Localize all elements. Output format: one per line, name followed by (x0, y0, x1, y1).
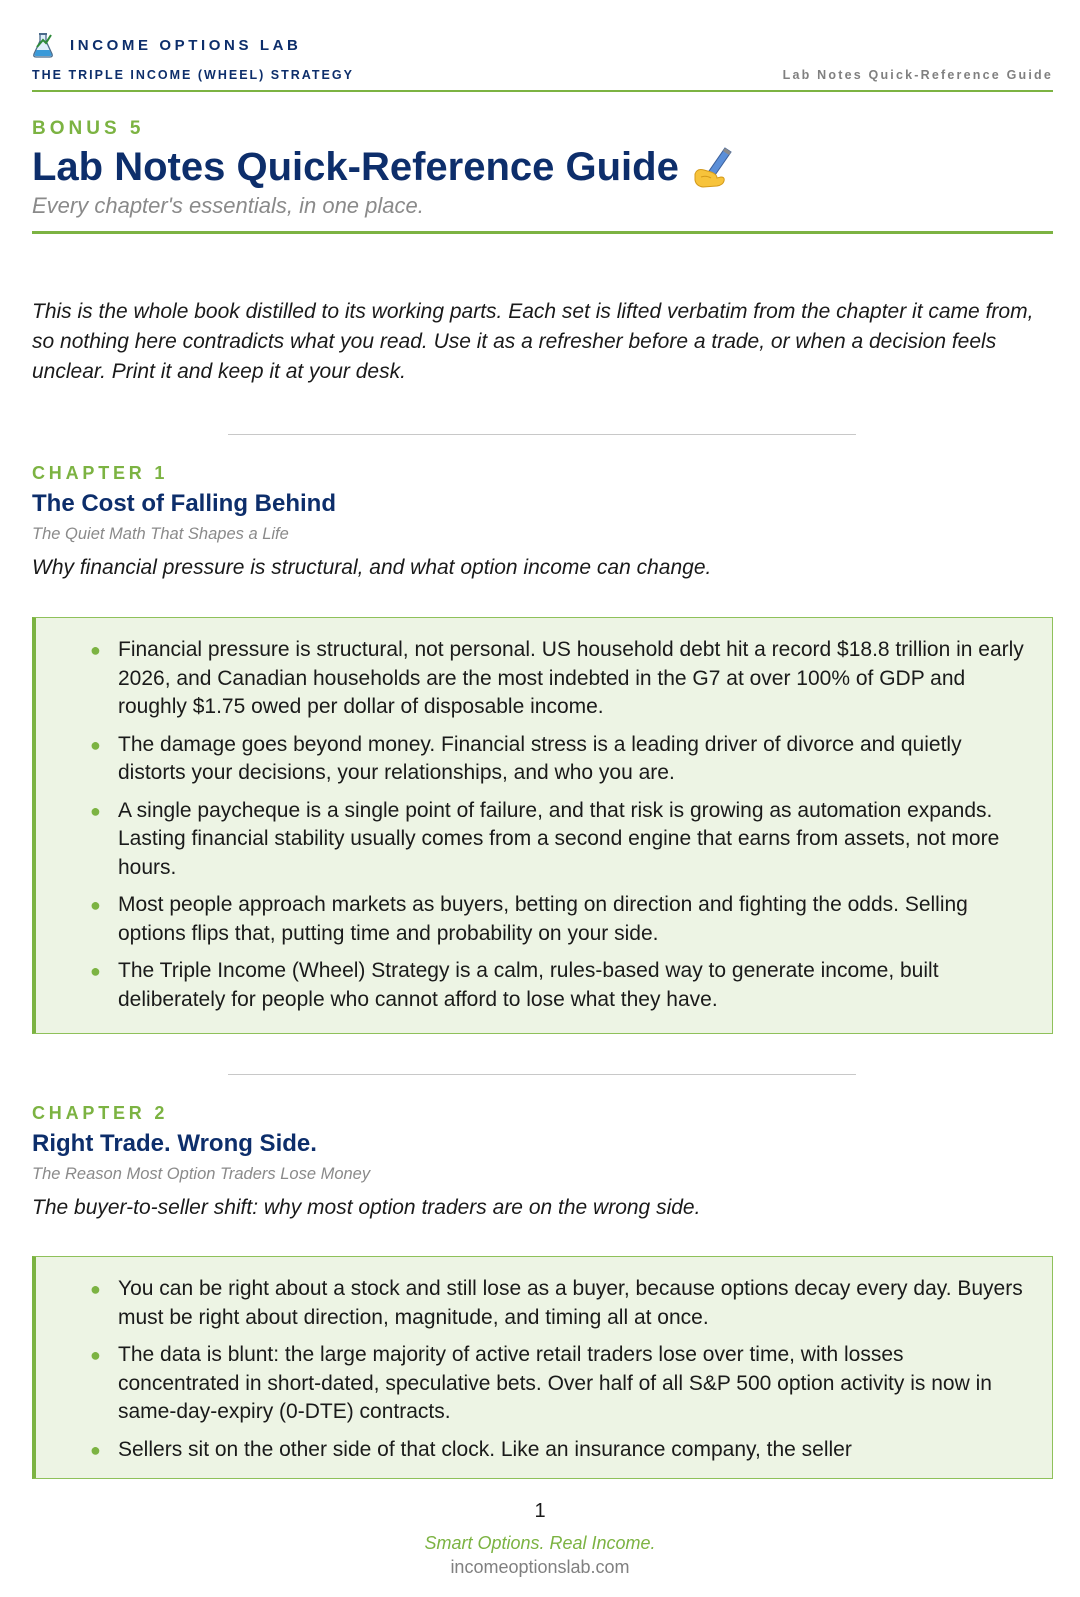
bullet-icon: ● (90, 800, 101, 821)
footer-tagline: Smart Options. Real Income. (424, 1533, 656, 1553)
note-text: The Triple Income (Wheel) Strategy is a calm, rules-based way to generate income, built deliberately for people who cannot afford to lose what they have. (118, 959, 939, 1011)
page-footer (0, 1500, 1080, 1578)
list-item (36, 636, 1052, 722)
page-title-row (32, 143, 1053, 191)
note-text: A single paycheque is a single point of failure, and that risk is growing as automation expands. Lasting financial stability usually comes from a second engine that earns from assets, not more hours. (118, 798, 1000, 879)
footer-website: incomeoptionslab.com (450, 1557, 630, 1577)
chapter-1-notes-box (32, 617, 1053, 1034)
bullet-icon: ● (90, 1279, 101, 1299)
note-text: The data is blunt: the large majority of active retail traders lose over time, with losses concentrated in short-dated, speculative bets. Over half of all S&P 500 option activity is now in same-day-expiry (0-DTE) contracts. (118, 1343, 992, 1423)
chapter-title: Right Trade. Wrong Side. (32, 1130, 317, 1157)
header-sub-row (32, 64, 1053, 86)
chapter-description: The buyer-to-seller shift: why most option traders are on the wrong side. (32, 1196, 701, 1219)
list-item (36, 731, 1052, 788)
strategy-title: THE TRIPLE INCOME (WHEEL) STRATEGY (32, 68, 354, 82)
writing-hand-icon (691, 144, 737, 190)
chapter-1-header (32, 463, 1053, 580)
chapter-2-notes-box (32, 1256, 1053, 1479)
page-number: 1 (534, 1500, 546, 1522)
page-subtitle: Every chapter's essentials, in one place. (32, 193, 424, 218)
bonus-kicker: BONUS 5 (32, 118, 145, 139)
bullet-icon: ● (90, 895, 101, 915)
list-item (36, 797, 1052, 883)
document-name: Lab Notes Quick-Reference Guide (782, 68, 1053, 82)
chapter-kicker: CHAPTER 1 (32, 463, 169, 483)
notes-list (36, 1275, 1052, 1464)
note-text: The damage goes beyond money. Financial stress is a leading driver of divorce and quietly distorts your decisions, your relationships, and who you are. (118, 732, 962, 784)
note-text: Financial pressure is structural, not personal. US household debt hit a record $18.8 trillion in early 2026, and Canadian households are the most indebted in the G7 at over 100% of GDP and roughly $1.75 owed per dollar of disposable income. (118, 638, 1024, 718)
page-header (32, 28, 1053, 92)
bullet-icon: ● (90, 1439, 101, 1460)
page-title: Lab Notes Quick-Reference Guide (32, 145, 679, 189)
bullet-icon: ● (90, 961, 101, 981)
brand-name: INCOME OPTIONS LAB (70, 36, 302, 54)
title-divider (32, 231, 1053, 234)
list-item (36, 1436, 1052, 1465)
chapter-2-header (32, 1103, 1053, 1220)
bullet-icon: ● (90, 734, 101, 755)
bullet-icon: ● (90, 640, 101, 660)
flask-icon (32, 32, 54, 58)
note-text: You can be right about a stock and still lose as a buyer, because options decay every day. Buyers must be right about direction, magnitude, and timing all at once. (118, 1277, 1023, 1329)
chapter-title: The Cost of Falling Behind (32, 490, 336, 517)
chapter-kicker: CHAPTER 2 (32, 1103, 169, 1123)
header-divider (32, 90, 1053, 92)
section-divider (228, 1074, 856, 1075)
bullet-icon: ● (90, 1345, 101, 1365)
title-block (32, 118, 1053, 234)
section-divider (228, 434, 856, 435)
note-text: Sellers sit on the other side of that clock. Like an insurance company, the seller (118, 1437, 852, 1461)
list-item (36, 1341, 1052, 1427)
brand-row (32, 28, 1053, 62)
chapter-description: Why financial pressure is structural, and what option income can change. (32, 556, 712, 579)
chapter-subtitle: The Reason Most Option Traders Lose Money (32, 1165, 371, 1183)
notes-list (36, 636, 1052, 1014)
note-text: Most people approach markets as buyers, betting on direction and fighting the odds. Selling options flips that, putting time and probability on your side. (118, 893, 968, 945)
intro-paragraph: This is the whole book distilled to its working parts. Each set is lifted verbatim from the chapter it came from, so nothing here contradicts what you read. Use it as a refresher before a trade, or when a decision feels unclear. Print it and keep it at your desk. (32, 300, 1034, 383)
chapter-subtitle: The Quiet Math That Shapes a Life (32, 525, 289, 543)
list-item (36, 1275, 1052, 1332)
list-item (36, 957, 1052, 1014)
list-item (36, 891, 1052, 948)
